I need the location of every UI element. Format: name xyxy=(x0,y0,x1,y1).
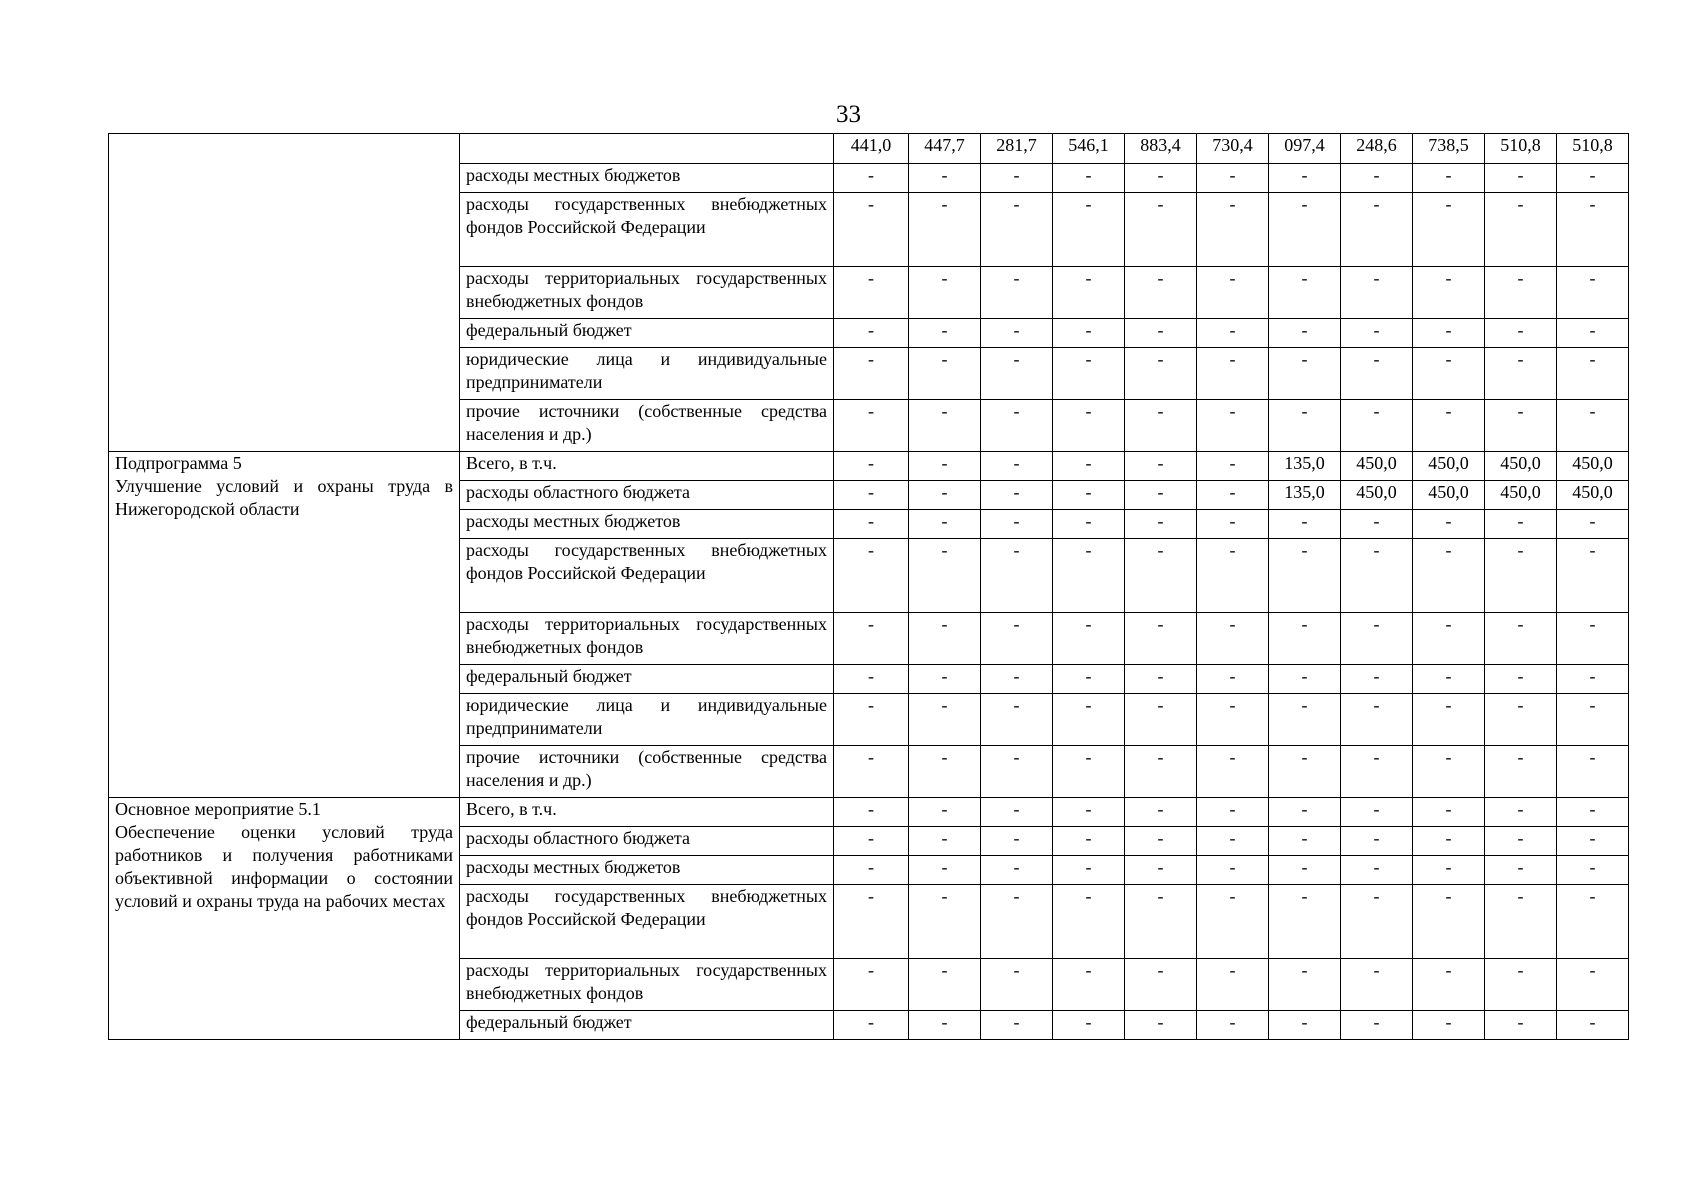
value-cell: - xyxy=(1485,746,1557,798)
funding-source-cell: прочие источники (собственные средства населения и др.) xyxy=(460,746,834,798)
value-cell: - xyxy=(1197,319,1269,348)
funding-source-cell: Всего, в т.ч. xyxy=(460,798,834,827)
value-cell: - xyxy=(1269,1011,1341,1040)
value-cell: - xyxy=(1197,348,1269,400)
value-cell: - xyxy=(1197,798,1269,827)
value-cell: - xyxy=(1557,319,1629,348)
funding-source-cell: расходы территориальных государственных внебюджетных фондов xyxy=(460,613,834,665)
value-cell: - xyxy=(1557,798,1629,827)
value-cell: - xyxy=(909,665,981,694)
value-cell: - xyxy=(1413,798,1485,827)
value-cell: - xyxy=(1485,319,1557,348)
value-cell: - xyxy=(1269,164,1341,193)
value-cell: - xyxy=(1413,539,1485,613)
funding-source-cell: расходы местных бюджетов xyxy=(460,510,834,539)
value-cell: - xyxy=(1413,267,1485,319)
value-cell: - xyxy=(1197,452,1269,481)
value-cell: - xyxy=(1197,267,1269,319)
value-cell: - xyxy=(1485,665,1557,694)
value-cell: - xyxy=(909,400,981,452)
value-cell: 546,1 xyxy=(1053,134,1125,164)
value-cell: - xyxy=(834,798,909,827)
funding-source-cell xyxy=(460,134,834,164)
value-cell: - xyxy=(1197,1011,1269,1040)
value-cell: - xyxy=(1341,164,1413,193)
value-cell: - xyxy=(834,885,909,959)
value-cell: - xyxy=(1269,856,1341,885)
value-cell: - xyxy=(981,164,1053,193)
value-cell: - xyxy=(981,665,1053,694)
value-cell: - xyxy=(1269,510,1341,539)
value-cell: - xyxy=(834,481,909,510)
value-cell: - xyxy=(1341,694,1413,746)
value-cell: 450,0 xyxy=(1413,452,1485,481)
value-cell: - xyxy=(981,827,1053,856)
value-cell: 450,0 xyxy=(1557,481,1629,510)
table-row xyxy=(109,452,1629,481)
funding-source-cell: федеральный бюджет xyxy=(460,319,834,348)
value-cell: - xyxy=(834,400,909,452)
value-cell: - xyxy=(1269,746,1341,798)
value-cell: - xyxy=(834,452,909,481)
value-cell: - xyxy=(981,959,1053,1011)
value-cell: - xyxy=(909,319,981,348)
value-cell: - xyxy=(909,1011,981,1040)
value-cell: - xyxy=(1413,348,1485,400)
value-cell: - xyxy=(981,798,1053,827)
value-cell: - xyxy=(1269,827,1341,856)
value-cell: - xyxy=(909,539,981,613)
value-cell: - xyxy=(1485,400,1557,452)
value-cell: - xyxy=(1125,665,1197,694)
funding-source-cell: федеральный бюджет xyxy=(460,1011,834,1040)
value-cell: - xyxy=(1413,959,1485,1011)
value-cell: - xyxy=(834,959,909,1011)
value-cell: - xyxy=(834,510,909,539)
value-cell: - xyxy=(981,481,1053,510)
value-cell: - xyxy=(1485,267,1557,319)
value-cell: - xyxy=(834,665,909,694)
value-cell: - xyxy=(834,694,909,746)
value-cell: - xyxy=(1053,885,1125,959)
value-cell: - xyxy=(1053,746,1125,798)
value-cell: - xyxy=(1053,856,1125,885)
program-cell xyxy=(109,134,460,452)
value-cell: - xyxy=(1125,539,1197,613)
value-cell: - xyxy=(834,348,909,400)
value-cell: - xyxy=(1053,798,1125,827)
value-cell: - xyxy=(1485,613,1557,665)
value-cell: - xyxy=(1197,510,1269,539)
value-cell: - xyxy=(834,319,909,348)
value-cell: - xyxy=(1197,694,1269,746)
value-cell: - xyxy=(1269,613,1341,665)
value-cell: - xyxy=(1269,665,1341,694)
value-cell: - xyxy=(1269,348,1341,400)
value-cell: - xyxy=(1125,319,1197,348)
value-cell: - xyxy=(834,193,909,267)
program-code: Основное мероприятие 5.1 xyxy=(115,799,321,819)
funding-source-cell: расходы местных бюджетов xyxy=(460,856,834,885)
value-cell: - xyxy=(981,613,1053,665)
value-cell: - xyxy=(834,164,909,193)
value-cell: - xyxy=(1269,885,1341,959)
value-cell: - xyxy=(981,452,1053,481)
funding-source-cell: расходы областного бюджета xyxy=(460,481,834,510)
value-cell: - xyxy=(1485,539,1557,613)
value-cell: - xyxy=(909,164,981,193)
value-cell: - xyxy=(1269,694,1341,746)
value-cell: - xyxy=(1053,694,1125,746)
value-cell: - xyxy=(1413,746,1485,798)
value-cell: 450,0 xyxy=(1413,481,1485,510)
value-cell: - xyxy=(981,1011,1053,1040)
value-cell: - xyxy=(1125,481,1197,510)
value-cell: - xyxy=(1125,856,1197,885)
value-cell: - xyxy=(1341,193,1413,267)
value-cell: - xyxy=(1053,827,1125,856)
value-cell: - xyxy=(1341,827,1413,856)
value-cell: - xyxy=(1413,827,1485,856)
value-cell: - xyxy=(1557,885,1629,959)
value-cell: - xyxy=(1341,798,1413,827)
value-cell: - xyxy=(1125,798,1197,827)
value-cell: - xyxy=(1413,885,1485,959)
value-cell: - xyxy=(1053,164,1125,193)
value-cell: - xyxy=(834,856,909,885)
value-cell: - xyxy=(1053,539,1125,613)
value-cell: - xyxy=(1197,959,1269,1011)
value-cell: 738,5 xyxy=(1413,134,1485,164)
value-cell: - xyxy=(981,694,1053,746)
value-cell: - xyxy=(1053,400,1125,452)
value-cell: - xyxy=(1125,400,1197,452)
value-cell: 447,7 xyxy=(909,134,981,164)
value-cell: - xyxy=(1269,798,1341,827)
value-cell: - xyxy=(1341,665,1413,694)
value-cell: - xyxy=(1197,746,1269,798)
value-cell: - xyxy=(1485,510,1557,539)
value-cell: 450,0 xyxy=(1557,452,1629,481)
value-cell: - xyxy=(1269,539,1341,613)
value-cell: - xyxy=(1413,193,1485,267)
value-cell: - xyxy=(1269,959,1341,1011)
value-cell: - xyxy=(1557,267,1629,319)
value-cell: - xyxy=(981,348,1053,400)
value-cell: - xyxy=(1341,348,1413,400)
value-cell: - xyxy=(1413,510,1485,539)
value-cell: 883,4 xyxy=(1125,134,1197,164)
value-cell: - xyxy=(1485,827,1557,856)
value-cell: - xyxy=(1125,885,1197,959)
table-body xyxy=(109,134,1629,1040)
program-title: Улучшение условий и охраны труда в Нижегородской области xyxy=(115,476,453,519)
value-cell: - xyxy=(981,856,1053,885)
value-cell: 135,0 xyxy=(1269,452,1341,481)
value-cell: - xyxy=(1413,400,1485,452)
value-cell: - xyxy=(909,452,981,481)
value-cell: 510,8 xyxy=(1485,134,1557,164)
program-cell xyxy=(109,798,460,1040)
value-cell: - xyxy=(1485,193,1557,267)
program-code: Подпрограмма 5 xyxy=(115,453,242,473)
funding-source-cell: расходы государственных внебюджетных фондов Российской Федерации xyxy=(460,539,834,613)
value-cell: - xyxy=(1053,267,1125,319)
value-cell: 450,0 xyxy=(1341,452,1413,481)
value-cell: - xyxy=(1485,885,1557,959)
value-cell: - xyxy=(1413,694,1485,746)
value-cell: 097,4 xyxy=(1269,134,1341,164)
funding-source-cell: расходы государственных внебюджетных фондов Российской Федерации xyxy=(460,193,834,267)
value-cell: - xyxy=(1053,348,1125,400)
value-cell: - xyxy=(1557,959,1629,1011)
value-cell: - xyxy=(1053,665,1125,694)
value-cell: - xyxy=(1557,539,1629,613)
value-cell: - xyxy=(1485,1011,1557,1040)
value-cell: - xyxy=(1485,959,1557,1011)
value-cell: - xyxy=(1413,164,1485,193)
page-number: 33 xyxy=(836,101,861,128)
value-cell: - xyxy=(1053,613,1125,665)
value-cell: - xyxy=(981,319,1053,348)
value-cell: - xyxy=(1413,1011,1485,1040)
value-cell: - xyxy=(1125,746,1197,798)
value-cell: - xyxy=(1197,539,1269,613)
value-cell: - xyxy=(909,193,981,267)
value-cell: 441,0 xyxy=(834,134,909,164)
value-cell: - xyxy=(1341,746,1413,798)
value-cell: - xyxy=(1053,452,1125,481)
value-cell: - xyxy=(981,400,1053,452)
table-row xyxy=(109,798,1629,827)
value-cell: - xyxy=(909,510,981,539)
funding-source-cell: расходы областного бюджета xyxy=(460,827,834,856)
value-cell: - xyxy=(1557,193,1629,267)
funding-source-cell: расходы территориальных государственных внебюджетных фондов xyxy=(460,267,834,319)
value-cell: - xyxy=(1557,400,1629,452)
value-cell: 510,8 xyxy=(1557,134,1629,164)
value-cell: - xyxy=(1269,400,1341,452)
value-cell: - xyxy=(1413,319,1485,348)
value-cell: - xyxy=(1557,856,1629,885)
value-cell: - xyxy=(1053,193,1125,267)
funding-source-cell: расходы территориальных государственных внебюджетных фондов xyxy=(460,959,834,1011)
value-cell: - xyxy=(834,539,909,613)
value-cell: - xyxy=(909,885,981,959)
value-cell: - xyxy=(1269,267,1341,319)
value-cell: - xyxy=(1125,452,1197,481)
value-cell: - xyxy=(1125,267,1197,319)
value-cell: - xyxy=(1125,510,1197,539)
value-cell: - xyxy=(1485,798,1557,827)
value-cell: - xyxy=(909,827,981,856)
value-cell: - xyxy=(909,746,981,798)
value-cell: - xyxy=(1341,539,1413,613)
value-cell: - xyxy=(909,267,981,319)
budget-table xyxy=(108,133,1629,1040)
value-cell: - xyxy=(1557,613,1629,665)
table-row xyxy=(109,134,1629,164)
value-cell: - xyxy=(981,885,1053,959)
funding-source-cell: расходы местных бюджетов xyxy=(460,164,834,193)
value-cell: - xyxy=(1557,164,1629,193)
value-cell: - xyxy=(1197,481,1269,510)
value-cell: - xyxy=(1341,959,1413,1011)
value-cell: - xyxy=(1557,510,1629,539)
value-cell: - xyxy=(909,348,981,400)
value-cell: - xyxy=(1125,694,1197,746)
value-cell: 248,6 xyxy=(1341,134,1413,164)
funding-source-cell: расходы государственных внебюджетных фондов Российской Федерации xyxy=(460,885,834,959)
funding-source-cell: юридические лица и индивидуальные предприниматели xyxy=(460,348,834,400)
value-cell: - xyxy=(1341,510,1413,539)
value-cell: - xyxy=(1341,613,1413,665)
value-cell: - xyxy=(1413,665,1485,694)
value-cell: - xyxy=(1197,665,1269,694)
value-cell: - xyxy=(981,267,1053,319)
value-cell: - xyxy=(1557,1011,1629,1040)
value-cell: - xyxy=(1557,665,1629,694)
value-cell: - xyxy=(1125,613,1197,665)
value-cell: - xyxy=(1269,193,1341,267)
value-cell: - xyxy=(834,827,909,856)
funding-source-cell: юридические лица и индивидуальные предприниматели xyxy=(460,694,834,746)
value-cell: - xyxy=(1197,885,1269,959)
value-cell: - xyxy=(909,613,981,665)
value-cell: - xyxy=(1125,348,1197,400)
value-cell: 730,4 xyxy=(1197,134,1269,164)
value-cell: - xyxy=(1125,164,1197,193)
value-cell: - xyxy=(981,746,1053,798)
funding-source-cell: прочие источники (собственные средства населения и др.) xyxy=(460,400,834,452)
value-cell: 450,0 xyxy=(1485,481,1557,510)
value-cell: - xyxy=(1053,481,1125,510)
value-cell: - xyxy=(909,959,981,1011)
value-cell: - xyxy=(1413,856,1485,885)
program-cell xyxy=(109,452,460,798)
value-cell: - xyxy=(1197,613,1269,665)
value-cell: - xyxy=(1125,959,1197,1011)
value-cell: - xyxy=(834,267,909,319)
value-cell: - xyxy=(1557,746,1629,798)
value-cell: - xyxy=(834,746,909,798)
value-cell: - xyxy=(1557,348,1629,400)
value-cell: - xyxy=(1053,959,1125,1011)
funding-source-cell: Всего, в т.ч. xyxy=(460,452,834,481)
value-cell: - xyxy=(1269,319,1341,348)
value-cell: - xyxy=(909,481,981,510)
value-cell: 281,7 xyxy=(981,134,1053,164)
value-cell: - xyxy=(1197,856,1269,885)
value-cell: - xyxy=(1485,348,1557,400)
value-cell: - xyxy=(1485,694,1557,746)
value-cell: - xyxy=(909,798,981,827)
value-cell: - xyxy=(1341,856,1413,885)
value-cell: - xyxy=(1341,400,1413,452)
value-cell: - xyxy=(909,856,981,885)
value-cell: - xyxy=(1197,400,1269,452)
value-cell: - xyxy=(1341,319,1413,348)
value-cell: - xyxy=(1197,193,1269,267)
value-cell: - xyxy=(834,613,909,665)
value-cell: 450,0 xyxy=(1341,481,1413,510)
value-cell: - xyxy=(1341,885,1413,959)
funding-source-cell: федеральный бюджет xyxy=(460,665,834,694)
value-cell: - xyxy=(1197,827,1269,856)
value-cell: - xyxy=(1053,1011,1125,1040)
value-cell: - xyxy=(1485,856,1557,885)
value-cell: - xyxy=(909,694,981,746)
value-cell: - xyxy=(1197,164,1269,193)
value-cell: - xyxy=(1341,267,1413,319)
value-cell: - xyxy=(1557,827,1629,856)
value-cell: - xyxy=(981,539,1053,613)
value-cell: - xyxy=(1053,319,1125,348)
value-cell: - xyxy=(1413,613,1485,665)
value-cell: - xyxy=(1341,1011,1413,1040)
value-cell: - xyxy=(1485,164,1557,193)
value-cell: 135,0 xyxy=(1269,481,1341,510)
value-cell: 450,0 xyxy=(1485,452,1557,481)
program-title: Обеспечение оценки условий труда работников и получения работниками объективной информации о состоянии условий и охраны труда на рабочих местах xyxy=(115,822,453,911)
value-cell: - xyxy=(834,1011,909,1040)
value-cell: - xyxy=(1125,193,1197,267)
value-cell: - xyxy=(1125,827,1197,856)
value-cell: - xyxy=(981,193,1053,267)
value-cell: - xyxy=(1557,694,1629,746)
value-cell: - xyxy=(981,510,1053,539)
value-cell: - xyxy=(1053,510,1125,539)
value-cell: - xyxy=(1125,1011,1197,1040)
